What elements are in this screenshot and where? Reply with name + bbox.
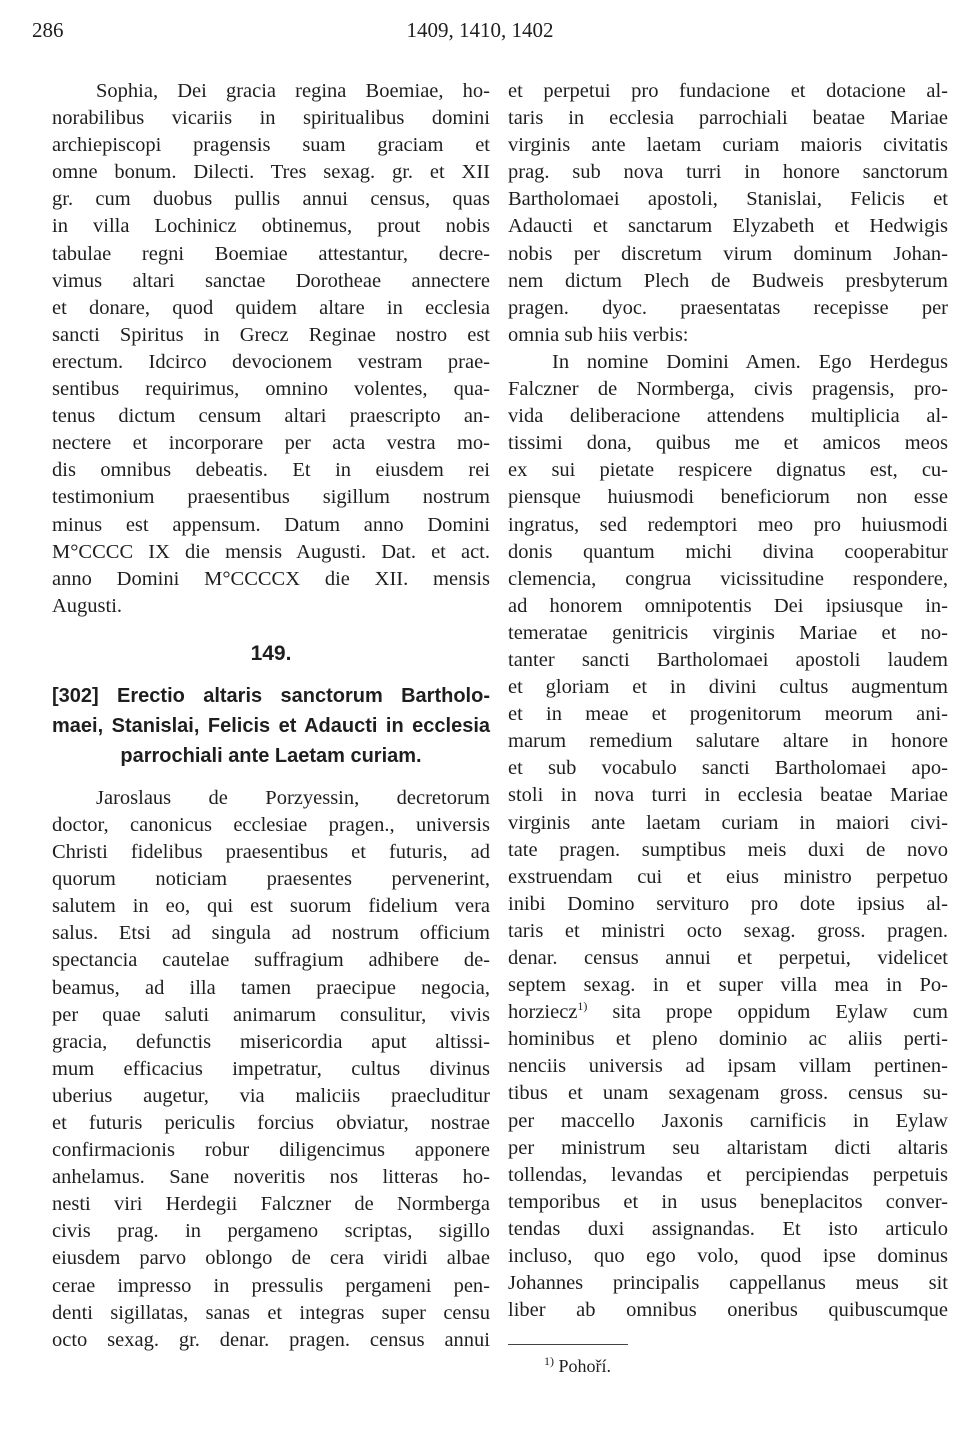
text-line: incluso, quo ego volo, quod ipse dominus — [508, 1245, 948, 1268]
text-line: et perpetui pro fundacione et dotacione al- — [508, 80, 948, 102]
text-line: quorum noticiam praesentes pervenerint, — [52, 868, 490, 891]
text-line: salus. Etsi ad singula ad nostrum officium — [52, 922, 490, 945]
paragraph-charter-continued — [508, 1026, 948, 1324]
text-line: anno Domini M°CCCCX die XII. mensis — [52, 567, 490, 590]
text-line: nectere et incorporare per acta vestra mo- — [52, 432, 490, 455]
text-line: per maccello Jaxonis carnificis in Eylaw — [508, 1109, 948, 1132]
text-line: sentibus requirimus, omnino volentes, qua- — [52, 378, 490, 401]
text-line: temporibus et in usus beneplacitos conver- — [508, 1190, 948, 1213]
text-line: exstruendam cui et eius ministro perpetuo — [508, 865, 948, 888]
document-range: 1409, 1410, 1402 — [406, 18, 554, 42]
text-line: gr. cum duobus pullis annui census, quas — [52, 188, 490, 211]
footnote-rule — [508, 1344, 628, 1345]
text-line: Bartholomaei apostoli, Stanislai, Felicis et — [508, 188, 948, 211]
text-line: septem sexag. in et super villa mea in Po- — [508, 974, 948, 997]
text-line: per ministrum seu altaristam dicti altaris — [508, 1136, 948, 1159]
paragraph-jaroslaus-letter — [52, 785, 490, 1354]
text-line: nobis per discretum virum dominum Johan- — [508, 242, 948, 265]
footnote-mark: 1) — [544, 1354, 554, 1369]
left-column — [52, 78, 490, 1354]
text-line: vimus altari sanctae Dorotheae annectere — [52, 269, 490, 292]
text-line: stoli in nova turri in ecclesia beatae Mariae — [508, 784, 948, 807]
document-number: 149. — [250, 641, 292, 665]
text-line: eiusdem parvo oblongo de cera viridi albae — [52, 1247, 490, 1270]
text-line: virginis ante laetam curiam in maiori civi- — [508, 811, 948, 834]
text-line: salutem in eo, qui est suorum fidelium vera — [52, 895, 490, 918]
text-line: horziecz$^{1)}$ sita prope oppidum Eylaw cum — [508, 999, 948, 1024]
text-line: nenciis universis ad ipsam villam pertinen- — [508, 1055, 948, 1078]
text-line: liber ab omnibus oneribus quibuscumque — [508, 1299, 948, 1322]
text-line: virginis ante laetam curiam maioris civitatis — [508, 134, 948, 157]
text-line: et donare, quod quidem altare in ecclesia — [52, 296, 490, 319]
text-line: Sophia, Dei gracia regina Boemiae, ho- — [96, 80, 490, 102]
text-line: octo sexag. gr. denar. pragen. census annui — [52, 1328, 490, 1351]
text-line: Johannes principalis cappellanus meus sit — [508, 1272, 948, 1295]
text-line: erectum. Idcirco devocionem vestram prae- — [52, 350, 490, 373]
text-line: beamus, ad illa tamen praecipue negocia, — [52, 976, 490, 999]
text-line: tissimi dona, quibus me et amicos meos — [508, 432, 948, 455]
text-line: Jaroslaus de Porzyessin, decretorum — [96, 786, 490, 809]
text-line: tate pragen. sumptibus meis duxi de novo — [508, 838, 948, 861]
running-header — [32, 18, 928, 54]
text-line: testimonium praesentibus sigillum nostrum — [52, 486, 490, 509]
text-line: archiepiscopi pragensis suam graciam et — [52, 134, 490, 157]
text-line: Augusti. — [52, 594, 123, 617]
title-line: [302] Erectio altaris sanctorum Bartholo- — [52, 684, 490, 707]
text-line: tollendas, levandas et percipiendas perpetuis — [508, 1163, 948, 1186]
text-line: gracia, defunctis misericordia aput altissi- — [52, 1030, 490, 1053]
text-line: minus est appensum. Datum anno Domini — [52, 513, 490, 536]
text-line: omnia sub hiis verbis: — [508, 323, 689, 346]
text-line: hominibus et pleno dominio ac aliis perti- — [508, 1028, 948, 1051]
text-line: tenus dictum censum altari praescripto an- — [52, 405, 490, 428]
text-line: doctor, canonicus ecclesiae pragen., universis — [52, 813, 490, 836]
text-line: tibus et unam sexagenam gross. census su- — [508, 1082, 948, 1105]
text-line: tendas duxi assignandas. Et isto articulo — [508, 1217, 948, 1240]
text-line: ex sui pietate respicere dignatus est, cu- — [508, 459, 948, 482]
text-line: et sub vocabulo sancti Bartholomaei apo- — [508, 757, 948, 780]
text-line: et in meae et progenitorum meorum ani- — [508, 703, 948, 726]
text-line: nesti viri Herdegii Falczner de Normberga — [52, 1193, 490, 1216]
text-line: confirmacionis robur diligencimus apponere — [52, 1139, 490, 1162]
footnote — [508, 1353, 948, 1380]
footnote-reference: 1) — [577, 999, 588, 1014]
paragraph-herdegus-charter — [508, 349, 948, 999]
text-line: denar. census annui et perpetui, videlicet — [508, 947, 948, 969]
text-line: cerae impresso in pressulis pergameni pen- — [52, 1274, 490, 1297]
text-line: ad honorem omnipotentis Dei ipsiusque in- — [508, 594, 948, 617]
text-line: tabulae regni Boemiae attestantur, decre- — [52, 242, 490, 265]
text-line: civis prag. in pergameno scriptas, sigillo — [52, 1220, 490, 1243]
text-line: taris et ministri octo sexag. gross. pragen. — [508, 919, 948, 942]
text-line: marum remedium salutare altare in honore — [508, 730, 948, 753]
text-line: et gloriam et in divini cultus augmentum — [508, 676, 948, 699]
text-line: omne bonum. Dilecti. Tres sexag. gr. et XII — [52, 161, 490, 184]
text-line: temeratae genitricis virginis Mariae et no- — [508, 621, 948, 644]
right-column — [508, 78, 948, 1380]
paragraph-continuation — [508, 78, 948, 349]
text-line: ingratus, sed redemptori meo pro huiusmodi — [508, 513, 948, 536]
text-line: tanter sancti Bartholomaei apostoli laudem — [508, 648, 948, 671]
text-line: denti sigillatas, sanas et integras super censu — [52, 1301, 490, 1324]
text-line: et futuris periculis forcius obviatur, nostrae — [52, 1112, 490, 1134]
text-line: taris in ecclesia parrochiali beatae Mariae — [508, 107, 948, 130]
text-line: vida deliberacione attendens multiplicia al- — [508, 405, 948, 428]
text-line: uberius augetur, via maliciis praecluditur — [52, 1084, 490, 1107]
document-title — [52, 681, 490, 771]
text-line: sancti Spiritus in Grecz Reginae nostro est — [52, 323, 490, 346]
text-line: in villa Lochinicz obtinemus, prout nobis — [52, 215, 490, 238]
text-line: pragen. dyoc. praesentatas recepisse per — [508, 296, 948, 319]
title-line: maei, Stanislai, Felicis et Adaucti in ecclesia — [52, 714, 490, 737]
title-line: parrochiali ante Laetam curiam. — [120, 744, 422, 767]
text-line: piensque huiusmodi beneficiorum non esse — [508, 486, 948, 509]
text-line: M°CCCC IX die mensis Augusti. Dat. et act. — [52, 540, 490, 563]
text-line: per quae saluti animarum consulitur, vivis — [52, 1003, 490, 1026]
text-line: spectancia cautelae suffragium adhibere de- — [52, 949, 490, 972]
text-line: mum efficacius impetratur, cultus divinus — [52, 1057, 490, 1080]
text-line: Christi fidelibus praesentibus et futuris, ad — [52, 841, 490, 864]
text-line: nem dictum Plech de Budweis presbyterum — [508, 269, 948, 292]
text-line: inibi Domino servituro pro dote ipsius al- — [508, 892, 948, 915]
page-number: 286 — [32, 18, 64, 42]
text-line: prag. sub nova turri in honore sanctorum — [508, 161, 948, 184]
text-line: clemencia, congrua vicissitudine respondere, — [508, 567, 948, 590]
text-line: norabilibus vicariis in spiritualibus domini — [52, 107, 490, 130]
text-line: dis omnibus debeatis. Et in eiusdem rei — [52, 459, 490, 482]
paragraph-sophia-letter — [52, 78, 490, 620]
text-line: In nomine Domini Amen. Ego Herdegus — [552, 350, 948, 373]
text-line: anhelamus. Sane noveritis nos litteras ho- — [52, 1166, 490, 1189]
text-line: donis quantum michi divina cooperabitur — [508, 540, 948, 563]
text-line: Adaucti et sanctarum Elyzabeth et Hedwigis — [508, 215, 948, 238]
text-line: Falczner de Normberga, civis pragensis, pro- — [508, 378, 948, 401]
footnote-text: Pohoří. — [554, 1356, 612, 1377]
